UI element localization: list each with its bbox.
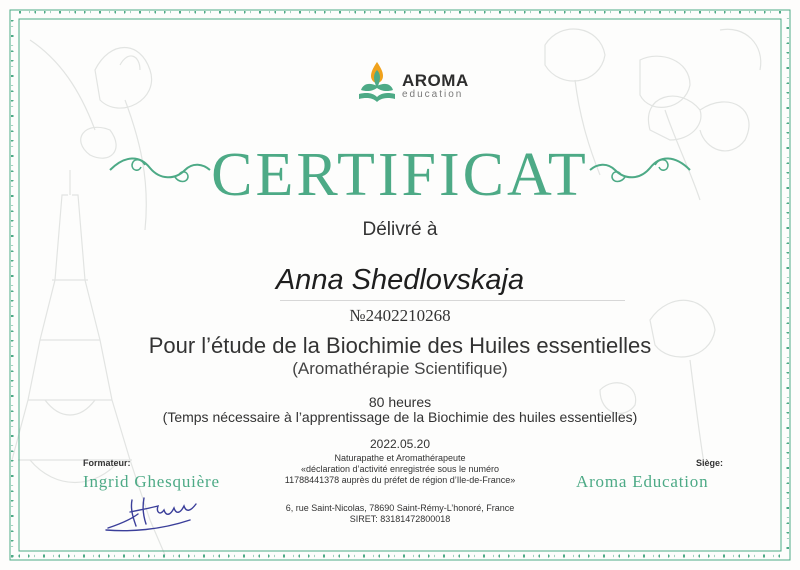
seat-label: Siège: [696,458,724,468]
declaration-line-2: «déclaration d’activité enregistrée sous le numéro [300,464,500,474]
logo-title: AROMA [402,71,469,90]
name-underline [280,300,625,301]
certificate-number: №2402210268 [349,306,451,325]
address-line-1: 6, rue Saint-Nicolas, 78690 Saint-Rémy-L’honoré, France [285,503,515,513]
course-title: Pour l’étude de la Biochimie des Huiles essentielles [148,333,652,358]
declaration-line-3: 11788441378 auprès du préfet de région d’Ile-de-France» [284,475,516,485]
declaration-line-1: Naturapathe et Aromathérapeute [334,453,466,463]
recipient-name: Anna Shedlovskaja [275,264,525,296]
lotus-book-icon [355,58,399,108]
aroma-education-logo [355,58,475,108]
delivered-to-label: Délivré à [362,219,438,240]
trainer-name: Ingrid Ghesquière [83,472,220,491]
trainer-label: Formateur: [83,458,131,468]
course-subtitle: (Aromathérapie Scientifique) [292,359,508,378]
logo-subtitle: education [402,89,464,100]
address-siret: SIRET: 83181472800018 [349,514,451,524]
course-hours: 80 heures [368,394,432,410]
handwritten-signature [100,490,210,535]
certificate-title: CERTIFICAT [211,141,589,209]
course-hours-note: (Temps nécessaire à l’apprentissage de la Biochimie des huiles essentielles) [162,409,638,425]
seat-name: Aroma Education [576,472,709,491]
issue-date: 2022.05.20 [369,437,431,451]
